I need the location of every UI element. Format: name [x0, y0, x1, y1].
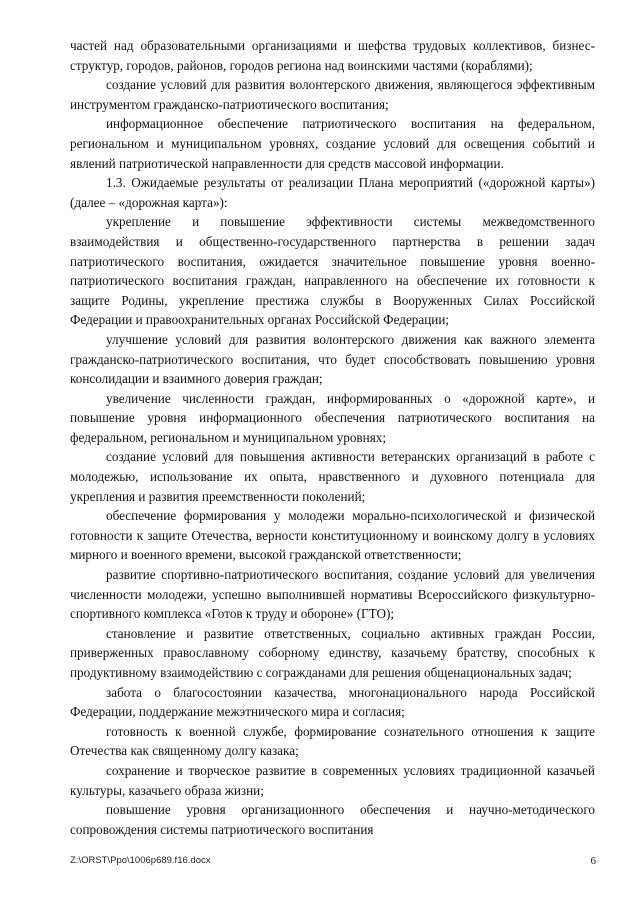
paragraph-continuation: частей над образовательными организациями и шефства трудовых коллективов, бизнес-структур, городов, районов, городов региона над воинскими частями (кораблями); [70, 38, 595, 73]
section-heading: 1.3. Ожидаемые результаты от реализации Плана мероприятий («дорожной карты») (далее – «дорожная карта»): [70, 175, 595, 210]
paragraph: создание условий для повышения активности ветеранских организаций в работе с молодежью, использование их опыта, нравственного и духовного потенциала для укрепления и развития преемственности поколений; [70, 449, 595, 504]
paragraph: создание условий для развития волонтерского движения, являющегося эффективным инструментом гражданско-патриотического воспитания; [70, 77, 595, 112]
paragraph: забота о благосостоянии казачества, многонационального народа Российской Федерации, поддержание межэтнического мира и согласия; [70, 684, 595, 720]
file-path: Z:\ORST\Ppo\1006p689.f16.docx [70, 855, 211, 866]
paragraph: становление и развитие ответственных, социально активных граждан России, приверженных православному соборному единству, казачьему братству, способных к продуктивному взаимодействию с согражданами для решения общенациональных задач; [70, 625, 595, 680]
page-number: 6 [590, 855, 596, 867]
paragraph: развитие спортивно-патриотического воспитания, создание условий для увеличения численности молодежи, успешно выполнившей нормативы Всероссийского физкультурно-спортивного комплекса «Готов к труду и обороне» (ГТО); [70, 567, 595, 622]
paragraph: увеличение численности граждан, информированных о «дорожной карте», и повышение уровня информационного обеспечения патриотического воспитания на федеральном, региональном и муниципальном уровнях; [70, 390, 595, 445]
paragraph: сохранение и творческое развитие в современных условиях традиционной казачьей культуры, казачьего образа жизни; [70, 762, 595, 798]
paragraph: обеспечение формирования у молодежи морально-психологической и физической готовности к защите Отечества, верности конституционному и воинскому долгу в условиях мирного и военного времени, высокой гражданской ответственности; [70, 508, 595, 563]
paragraph: улучшение условий для развития волонтерского движения как важного элемента гражданско-патриотического воспитания, что будет способствовать повышению уровня консолидации и взаимного доверия граждан; [70, 331, 595, 387]
paragraph: информационное обеспечение патриотического воспитания на федеральном, региональном и муниципальном уровнях, создание условий для освещения событий и явлений патриотической направленности для средств массовой информации. [70, 116, 595, 171]
paragraph: повышение уровня организационного обеспечения и научно-методического сопровождения системы патриотического воспитания [70, 802, 595, 837]
paragraph: укрепление и повышение эффективности системы межведомственного взаимодействия и общественно-государственного партнерства в решении задач патриотического воспитания, ожидается значительное повышение уровня военно-патриотического воспитания граждан, направленного на обеспечение их готовности к защите Родины, укрепление престижа службы в Вооруженных Силах Российской Федерации и правоохранительных органах Российской Федерации; [70, 214, 595, 328]
paragraph: готовность к военной службе, формирование сознательного отношения к защите Отечества как священному долгу казака; [70, 723, 595, 759]
document-body [70, 36, 595, 839]
